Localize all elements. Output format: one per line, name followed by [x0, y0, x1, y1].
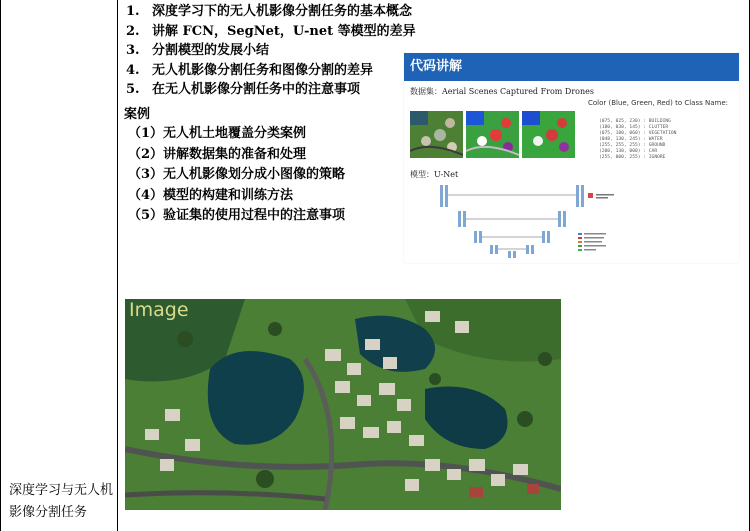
- model-line: 模型：U-Net: [410, 170, 459, 179]
- outline-item: 3. 分割模型的发展小结: [126, 43, 270, 58]
- case-heading: 案例: [124, 107, 151, 122]
- color-map-list: (075, 025, 230) : BUILDING (180, 030, 145) : CLUTTER (075, 180, 060) : VEGETATION (048, 130, 245) : WATER (255, 255, 255) : GROUND (200, 130, 000) : CAR (255, 000, 255) : IGNORE: [599, 119, 677, 160]
- dataset-line: 数据集：Aerial Scenes Captured From Drones: [410, 87, 594, 96]
- outline-item: 1. 深度学习下的无人机影像分割任务的基本概念: [126, 4, 413, 19]
- case-item: （1）无人机土地覆盖分类案例: [128, 126, 307, 141]
- right-cell: [118, 0, 750, 531]
- case-item: （4）模型的构建和训练方法: [128, 187, 294, 203]
- code-slide-image: [404, 53, 739, 263]
- color-map-title: Color (Blue, Green, Red) to Class Name:: [588, 99, 728, 107]
- label-mask-thumbnail: [466, 111, 519, 158]
- case-item: （3）无人机影像划分成小图像的策略: [128, 167, 346, 182]
- section-title: 深度学习与无人机影像分割任务: [9, 483, 114, 520]
- case-list: [128, 124, 345, 227]
- outline-item: 2. 讲解 FCN，SegNet，U-net 等模型的差异: [126, 23, 416, 39]
- prediction-thumbnail: [522, 111, 575, 158]
- unet-diagram: [428, 181, 638, 261]
- aerial-thumbnail: [410, 111, 463, 158]
- aerial-scene: [125, 299, 561, 510]
- outline-item: 5. 在无人机影像分割任务中的注意事项: [126, 82, 361, 97]
- case-item: （2）讲解数据集的准备和处理: [128, 146, 307, 162]
- aerial-photo: [125, 299, 561, 510]
- case-item: （5）验证集的使用过程中的注意事项: [128, 208, 346, 223]
- outline-item: 4. 无人机影像分割任务和图像分割的差异: [126, 62, 374, 78]
- slide-header: 代码讲解: [404, 53, 739, 81]
- left-cell: [0, 0, 118, 531]
- image-label: Image: [129, 299, 189, 321]
